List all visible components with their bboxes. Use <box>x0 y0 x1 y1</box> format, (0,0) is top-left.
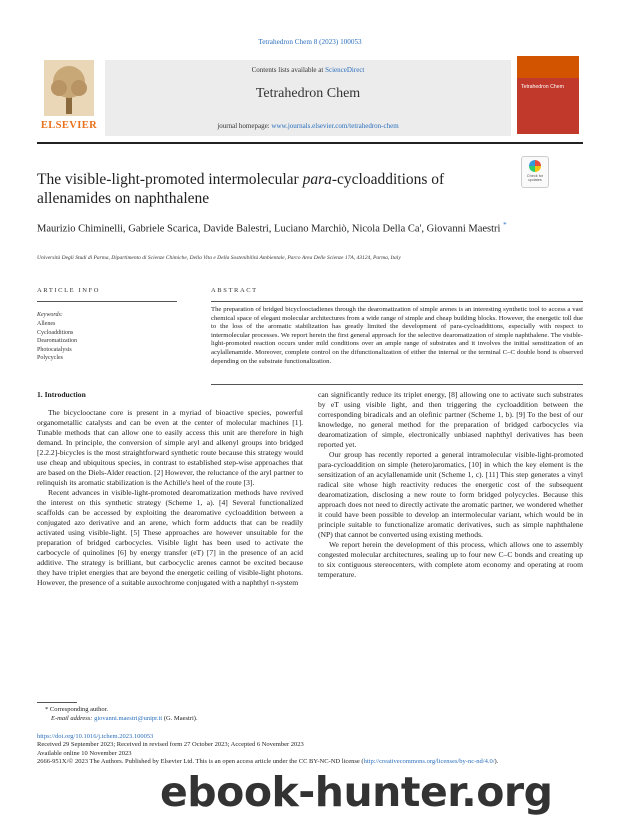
title-part-1: The visible-light-promoted intermolecular <box>37 171 303 188</box>
intro-paragraph: We report herein the development of this process, which allows one to assembly congested molecular architectures, sealing up to four new C–C bonds and creating up to six contiguous stereocenters, with complete atom economy and operating at room temperature. <box>318 540 583 579</box>
journal-cover-image <box>517 56 579 134</box>
contents-line <box>105 66 511 74</box>
journal-masthead <box>37 56 583 138</box>
corresponding-author-note: * Corresponding author. <box>45 706 109 713</box>
cover-title: Tetrahedron Chem <box>521 84 564 90</box>
email-label: E-mail address: <box>51 715 95 722</box>
cover-banner <box>517 56 579 78</box>
license-prefix: 2666-951X/© 2023 The Authors. Published by Elsevier Ltd. This is an open access article under the CC BY-NC-ND license ( <box>37 758 364 766</box>
keyword-item: Cycloadditions <box>37 329 74 336</box>
abstract-text: The preparation of bridged bicyclooctadienes through the dearomatization of simple arenes is an interesting synthetic tool to access a vast chemical space of elegant molecular architectures from a wide range of simple and cheap building blocks. However, the energetic toll due to the loss of the aromatic stabilization has greatly limited the development of para-cycloadditions, especially with respect to intermolecular processes. We report herein the first general approach for the selective dearomatization of simple naphthalene. The visible-light-promoted reaction occurs under mild conditions over an ample range of substrates and it involves the initial sensitization of an acylallenamide. Moreover, complete control on the difunctionalization of either the internal or the terminal C–C double bond is observed depending on the substrate functionalization. <box>211 306 583 365</box>
homepage-prefix: journal homepage: <box>217 122 272 130</box>
license-suffix: ). <box>494 758 499 766</box>
journal-info-box <box>105 60 511 136</box>
article-info-divider <box>37 301 177 302</box>
contents-prefix: Contents lists available at <box>251 66 326 74</box>
publication-info <box>37 733 583 767</box>
right-column <box>318 390 583 580</box>
homepage-line <box>105 122 511 130</box>
keyword-item: Dearomatization <box>37 338 77 345</box>
affiliation: Università Degli Studi di Parma, Dipartimento di Scienze Chimiche, Della Vita e Della Sostenibilità Ambientale, Parco Area Delle Scienze 17A, 43124, Parma, Italy <box>37 255 401 261</box>
intro-paragraph: can significantly reduce its triplet energy, [8] allowing one to activate such substrates by eT using visible light, and then triggering the cycloaddition between the corresponding biradicals and an olefinic partner (Scheme 1, b). [9] To the best of our knowledge, no general method for the preparation of bridged carbocycles via dearomatization of simple, electronically unbiased naphthyl derivatives has been reported yet. <box>318 390 583 449</box>
article-title <box>37 170 507 208</box>
keywords-list <box>37 320 167 363</box>
authors-text: Maurizio Chiminelli, Gabriele Scarica, Davide Balestri, Luciano Marchiò, Nicola Della Ca', Giovanni Maestri <box>37 223 501 235</box>
journal-name: Tetrahedron Chem <box>255 86 361 101</box>
crossmark-icon <box>529 160 541 172</box>
check-updates-label: Check for updates <box>526 174 544 183</box>
email-line <box>37 714 337 723</box>
available-online: Available online 10 November 2023 <box>37 749 132 757</box>
intro-paragraph: Recent advances in visible-light-promoted dearomatization methods have revived the interest on this synthetic strategy (Scheme 1, a). [4] Several functionalized scaffolds can be accessed by exploiting the dearomative cycloaddition between a conjugated azo derivative and an arene, which form adducts that can be readily activated using visible-light. [5] These approaches are however unsuitable for the preparation of bridged carbocycles. Visible light has been used to activate the carbocycle of quinolines [6] by energy transfer (eT) [7] in the presence of an acid additive. The strategy is brilliant, but carbocyclic arenes cannot be excited because they have triplet energies that are beyond the energetic ceiling of visible-light photons. However, the presence of a suitable auxochrome conjugated with a naphthyl π-system <box>37 488 303 587</box>
received-dates: Received 29 September 2023; Received in revised form 27 October 2023; Accepted 6 November 2023 <box>37 741 304 749</box>
abstract-heading: ABSTRACT <box>211 287 258 294</box>
elsevier-wordmark: ELSEVIER <box>40 120 98 131</box>
email-suffix: (G. Maestri). <box>162 715 198 722</box>
title-italic: para <box>302 171 332 188</box>
check-for-updates-button[interactable] <box>521 156 549 188</box>
keyword-item: Photocatalysis <box>37 346 72 353</box>
intro-paragraph: The bicyclooctane core is present in a myriad of bioactive species, powerful organometallic catalysts and can be even at the center of molecular machines [1]. Tunable methods that can allow one to easily access this unit are therefore in high demand. In principle, the conversion of simple aryl and alkenyl groups into bridged [2.2.2]-bicycles is the most straightforward synthetic route because this strategy would use cheap and ubiquitous species, in contrast to established step-wise approaches that are based on the Diels-Alder reaction. [2] However, the reluctance of the aryl partner to relinquish its aromatic stabilization is the Achille's heel of the route [3]. <box>37 408 303 487</box>
email-link[interactable]: giovanni.maestri@unipr.it <box>94 715 163 722</box>
keywords-label: Keywords: <box>37 312 63 318</box>
masthead-divider <box>37 142 583 144</box>
title-part-2: -cycloadditions of allenamides on naphthalene <box>37 171 445 207</box>
introduction-heading: 1. Introduction <box>37 390 86 399</box>
license-link[interactable]: http://creativecommons.org/licenses/by-nc-nd/4.0/ <box>363 758 495 766</box>
abstract-bottom-divider <box>211 384 583 385</box>
license-line <box>37 758 583 766</box>
elsevier-tree-icon <box>44 60 94 116</box>
sciencedirect-link[interactable]: ScienceDirect <box>325 66 365 74</box>
corresponding-author-mark[interactable]: * <box>503 221 507 229</box>
journal-citation[interactable]: Tetrahedron Chem 8 (2023) 100053 <box>258 38 362 46</box>
intro-paragraph: Our group has recently reported a general intramolecular visible-light-promoted para-cycloaddition on simple (hetero)aromatics, [10] in which the key element is the sensitization of an acylallenamide unit (Scheme 1, c). [11] This step generates a vinyl radical site whose high reactivity reduces the energetic cost of the subsequent dearomatization, disclosing a new route to form bridged polycycles. Because this approach does not need to directly activate the aromatic partner, we wondered whether it could have been possible to develop an intermolecular variant, which would be in principle suitable to functionalize aromatic derivatives, such as simple naphthalene (NP) that cannot be converted using existing methods. <box>318 450 583 539</box>
doi-link[interactable]: https://doi.org/10.1016/j.tchem.2023.100053 <box>37 733 154 740</box>
footnote <box>37 705 337 723</box>
homepage-link[interactable]: www.journals.elsevier.com/tetrahedron-chem <box>271 122 399 130</box>
watermark-text: ebook-hunter.org <box>160 768 553 816</box>
abstract-divider <box>211 301 583 302</box>
article-info-heading: ARTICLE INFO <box>37 287 101 294</box>
keyword-item: Polycycles <box>37 355 63 362</box>
footnote-divider <box>37 702 77 703</box>
left-column <box>37 408 303 588</box>
keyword-item: Allenes <box>37 321 56 327</box>
author-list <box>37 218 547 237</box>
elsevier-logo <box>37 56 101 136</box>
